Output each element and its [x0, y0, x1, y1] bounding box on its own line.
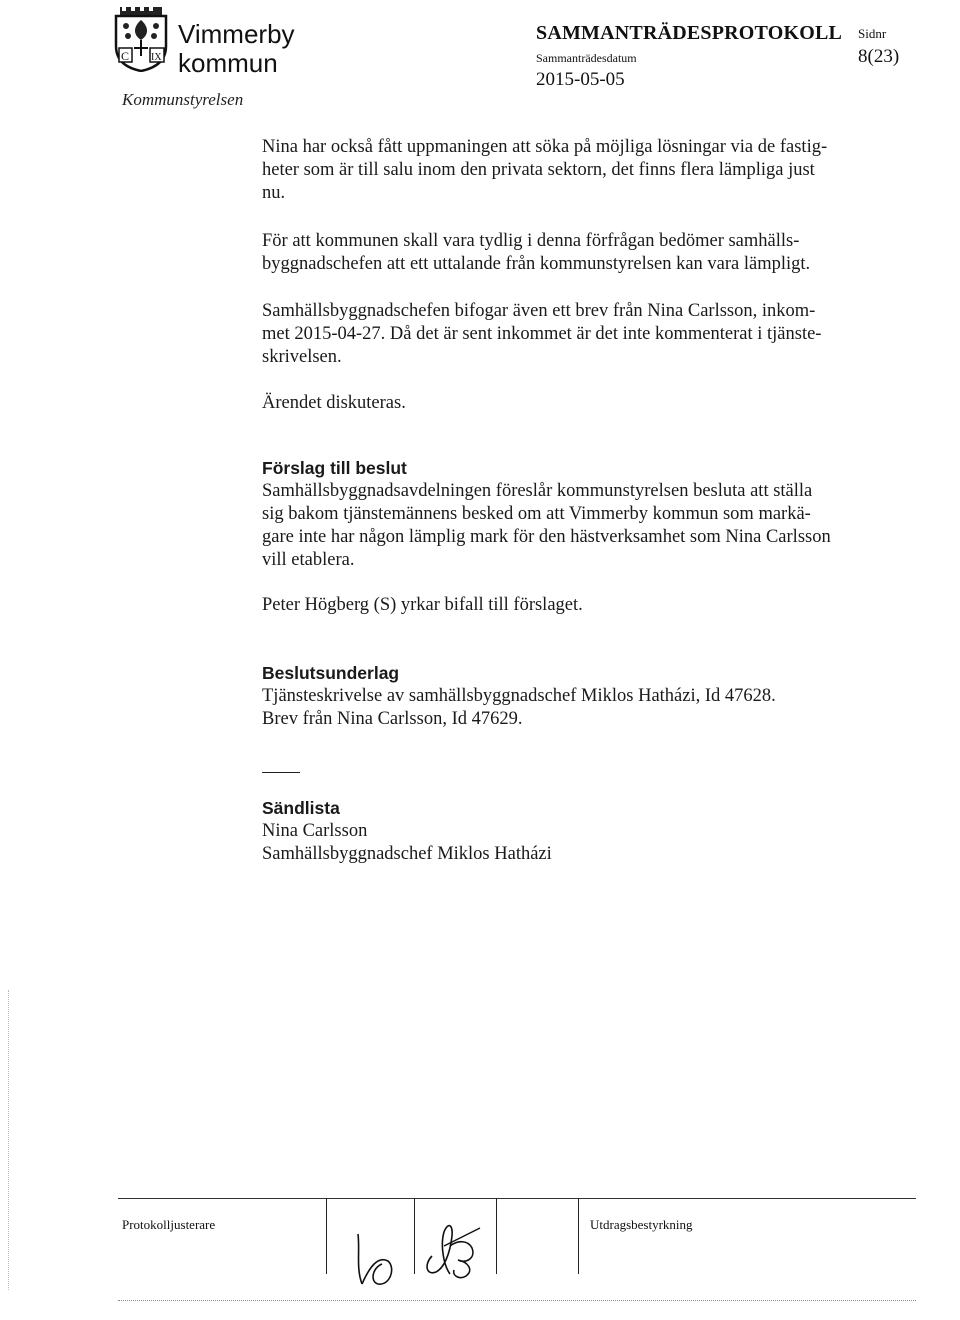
org-name-line2: kommun — [178, 48, 278, 78]
distribution-list — [262, 820, 882, 866]
text-line: vill etablera. — [262, 550, 355, 570]
extract-certification-label: Utdragsbestyrkning — [590, 1217, 693, 1232]
footer-bottom-rule — [118, 1300, 916, 1301]
meeting-date-label: Sammanträdesdatum — [536, 51, 637, 65]
document-type: SAMMANTRÄDESPROTOKOLL — [536, 22, 843, 44]
motion-text: Peter Högberg (S) yrkar bifall till förslaget. — [262, 595, 583, 615]
paragraph-2 — [262, 230, 882, 276]
paragraph-4: Ärendet diskuteras. — [262, 393, 406, 413]
meeting-date: 2015-05-05 — [536, 69, 625, 90]
text-line: heter som är till salu inom den privata sektorn, det finns flera lämpliga just — [262, 160, 815, 180]
text-line: Samhällsbyggnadschefen bifogar även ett brev från Nina Carlsson, inkom- — [262, 301, 816, 321]
list-item: Brev från Nina Carlsson, Id 47629. — [262, 709, 523, 729]
scan-margin-line — [8, 990, 9, 1290]
minutes-checker-label: Protokolljusterare — [122, 1217, 216, 1232]
text-line: skrivelsen. — [262, 347, 342, 367]
department-name: Kommunstyrelsen — [122, 90, 244, 109]
municipal-coat-of-arms — [110, 6, 172, 72]
text-line: Nina har också fått uppmaningen att söka på möjliga lösningar via de fastig- — [262, 137, 828, 157]
text-line: För att kommunen skall vara tydlig i denna förfrågan bedömer samhälls- — [262, 231, 800, 251]
proposal-heading: Förslag till beslut — [262, 458, 407, 478]
decision-basis-list — [262, 685, 882, 731]
paragraph-3 — [262, 300, 882, 369]
proposal-text — [262, 480, 882, 572]
list-item: Nina Carlsson — [262, 821, 368, 841]
svg-text:C: C — [121, 49, 130, 63]
signature-initials — [340, 1206, 500, 1296]
list-item: Tjänsteskrivelse av samhällsbyggnadschef Miklos Hatházi, Id 47628. — [262, 686, 776, 706]
text-line: Samhällsbyggnadsavdelningen föreslår kommunstyrelsen besluta att ställa — [262, 481, 813, 501]
footer-divider — [326, 1198, 327, 1274]
distribution-list-heading: Sändlista — [262, 798, 340, 818]
text-line: met 2015-04-27. Då det är sent inkommet är det inte kommenterat i tjänste- — [262, 324, 822, 344]
separator-dash — [262, 772, 300, 773]
decision-basis-heading: Beslutsunderlag — [262, 663, 400, 683]
text-line: byggnadschefen att ett uttalande från kommunstyrelsen kan vara lämpligt. — [262, 254, 811, 274]
org-name-line1: Vimmerby — [178, 19, 295, 49]
svg-text:IX: IX — [151, 52, 162, 63]
footer-rule — [118, 1198, 916, 1199]
text-line: gare inte har någon lämplig mark för den hästverksamhet som Nina Carlsson — [262, 527, 831, 547]
page-number: 8(23) — [858, 46, 900, 67]
text-line: sig bakom tjänstemännens besked om att Vimmerby kommun som markä- — [262, 504, 811, 524]
list-item: Samhällsbyggnadschef Miklos Hatházi — [262, 844, 552, 864]
text-line: nu. — [262, 183, 286, 203]
paragraph-1 — [262, 136, 882, 205]
footer-divider — [578, 1198, 579, 1274]
page-number-label: Sidnr — [858, 26, 887, 41]
organization-name — [178, 20, 295, 78]
